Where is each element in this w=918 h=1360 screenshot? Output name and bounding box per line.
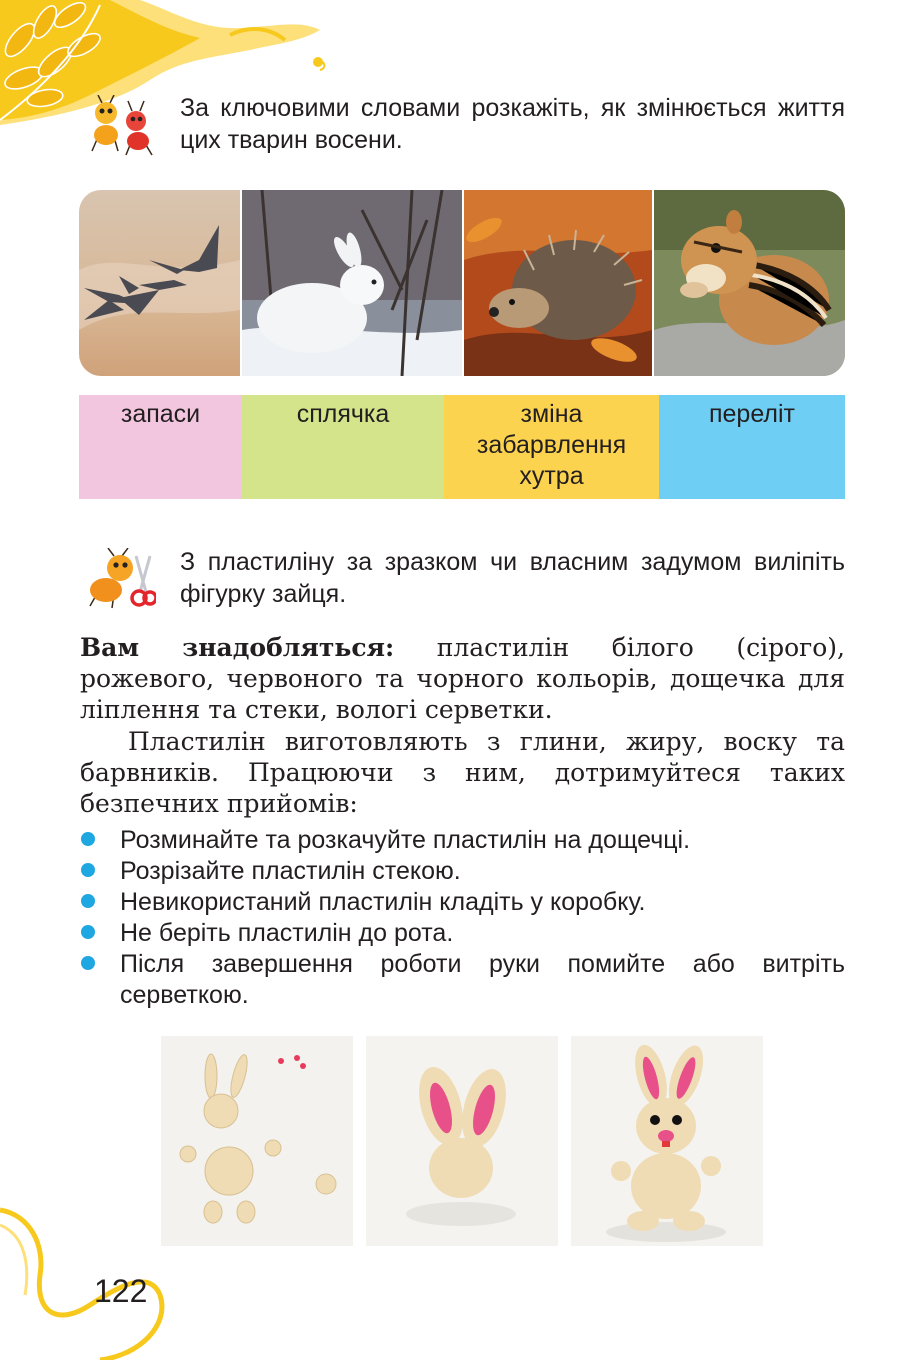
bullet-dot [81,956,95,970]
keyword-zapasy-label: запаси [120,400,201,428]
materials-text: пластилін білого (сірого), рожевого, червоного та чорного кольорів, дощечка для ліплення та стеки, вологі серветки. [80,633,845,724]
finished-hare-photo [571,1036,763,1246]
rule-item [80,949,845,1011]
rule-item [80,887,845,918]
materials-paragraph [80,632,845,725]
task-1-text: За ключовими словами розкажіть, як змінюється життя цих тварин восени. [180,94,845,154]
white-hare-photo [242,190,462,376]
two-ants-icon [88,95,160,157]
rule-item [80,856,845,887]
rule-item [80,825,845,856]
rule-text: Після завершення роботи руки помийте або витріть серветкою. [120,950,845,1009]
hare-head-ears-photo [366,1036,558,1246]
cranes-photo [79,190,240,376]
keyword-perelit-label: переліт [708,400,795,428]
ant-with-scissors-icon [84,548,156,610]
plasticine-paragraph: Пластилін виготовляють з глини, жиру, воску та барвників. Працюючи з ним, дотримуйтеся таких безпечних прийомів: [80,727,845,818]
keyword-zmina-zabarvlennya [444,395,659,499]
chipmunk-photo [654,190,845,376]
bullet-dot [81,925,95,939]
task-2-text: З пластиліну за зразком чи власним задумом виліпіть фігурку зайця. [180,548,845,608]
page-number: 122 [94,1273,148,1309]
keyword-splyachka [242,395,444,499]
bullet-dot [81,894,95,908]
plasticine-parts-photo [161,1036,353,1246]
keyword-zmina-label: зміна забарвлення хутра [476,400,627,490]
rule-item [80,918,845,949]
keyword-zapasy [79,395,242,499]
rule-text: Невикористаний пластилін кладіть у коробку. [120,888,646,916]
rule-text: Розрізайте пластилін стекою. [120,857,461,885]
bullet-dot [81,832,95,846]
hedgehog-photo [464,190,652,376]
materials-label: Вам знадобляться: [80,633,395,662]
keyword-perelit [659,395,845,499]
bullet-dot [81,863,95,877]
rule-text: Розминайте та розкачуйте пластилін на дощечці. [120,826,691,854]
rule-text: Не беріть пластилін до рота. [120,919,454,947]
keyword-splyachka-label: сплячка [296,400,390,428]
